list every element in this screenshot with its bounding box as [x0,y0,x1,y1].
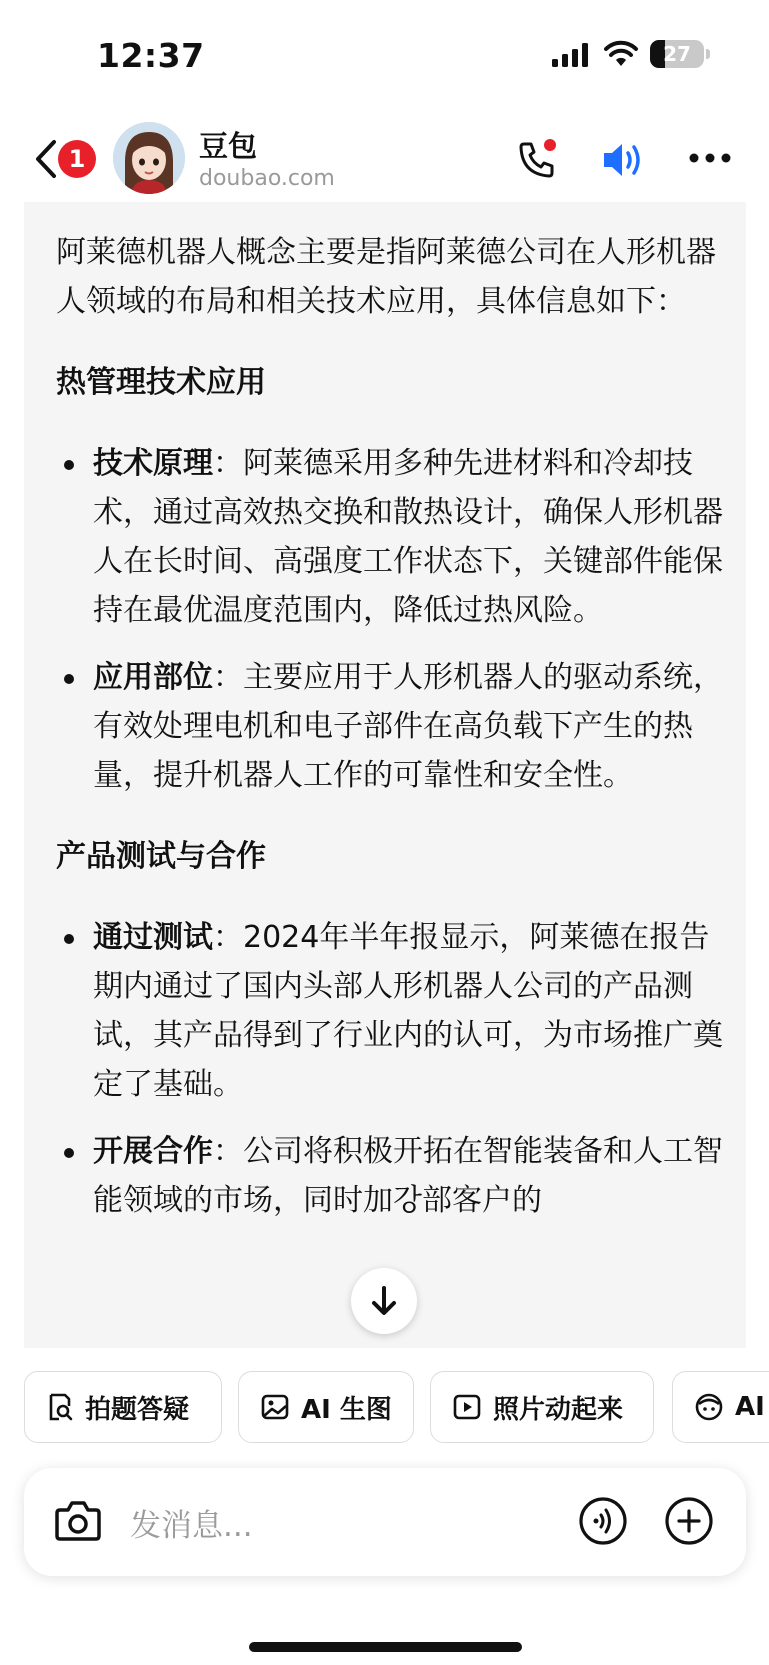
chip-label: 照片动起来 [493,1394,624,1425]
item-label: 开展合作 [93,1134,213,1169]
list-item [56,439,726,635]
intro-paragraph: 阿莱德机器人概念主要是指阿莱德公司在人形机器人领域的布局和相关技术应用，具体信息如下： [56,235,716,319]
chip-label: AI [735,1392,765,1422]
battery-level: 27 [663,42,691,66]
speaker-icon[interactable] [600,138,648,182]
bullet-list [56,913,726,1225]
more-options-icon[interactable] [688,152,732,164]
item-text: ：公司将积极开拓在智能装备和人工智能领域的市场，同时加강部客户的 [93,1134,723,1218]
section-heading: 产品测试与合作 [56,839,266,874]
item-text: ：2024年半年报显示，阿莱德在报告期内通过了国内头部人形机器人公司的产品测试，其产品得到了行业内的认可，为市场推广奠定了基础。 [93,920,723,1102]
chip-ai-image[interactable] [238,1371,414,1443]
chip-ai-face[interactable] [672,1371,769,1443]
face-icon [695,1393,723,1421]
list-item [56,1127,726,1225]
chat-subtitle: doubao.com [199,166,335,191]
chat-header [0,110,769,200]
chip-label: 拍题答疑 [85,1394,190,1425]
avatar-girl-icon [113,122,185,194]
list-item [56,913,726,1109]
wifi-icon [603,40,639,68]
home-indicator [249,1642,522,1652]
section-heading: 热管理技术应用 [56,365,266,400]
chip-photo-question[interactable] [24,1371,222,1443]
unread-badge: 1 [58,140,96,178]
message-input-bar [24,1468,746,1576]
chip-animate-photo[interactable] [430,1371,654,1443]
item-label: 通过测试 [93,920,213,955]
image-icon [261,1394,289,1420]
list-item [56,653,726,800]
phone-call-icon[interactable] [516,138,560,182]
cellular-signal-icon [552,43,590,67]
camera-icon[interactable] [54,1498,102,1542]
battery-icon [650,40,704,68]
voice-input-icon[interactable] [578,1496,628,1546]
search-doc-icon [47,1393,73,1421]
item-text: ：主要应用于人形机器人的驱动系统，有效处理电机和电子部件在高负载下产生的热量，提升机器人工作的可靠性和安全性。 [93,660,723,793]
message-text [56,228,726,1243]
message-input[interactable]: 发消息... [130,1508,253,1544]
play-icon [453,1394,481,1420]
bullet-list [56,439,726,800]
item-label: 技术原理 [93,446,213,481]
message-bubble [24,202,746,1348]
battery-tip [706,49,710,59]
plus-icon[interactable] [664,1496,714,1546]
avatar[interactable] [113,122,185,194]
chip-label: AI 生图 [301,1394,392,1425]
status-time: 12:37 [97,36,205,75]
chat-title: 豆包 [199,129,258,163]
item-label: 应用部位 [93,660,213,695]
arrow-down-icon [369,1285,399,1317]
item-text: ：阿莱德采用多种先进材料和冷却技术，通过高效热交换和散热设计，确保人形机器人在长时间、高强度工作状态下，关键部件能保持在最优温度范围内，降低过热风险。 [93,446,723,628]
status-bar [0,0,769,110]
scroll-to-bottom-button[interactable] [351,1268,417,1334]
